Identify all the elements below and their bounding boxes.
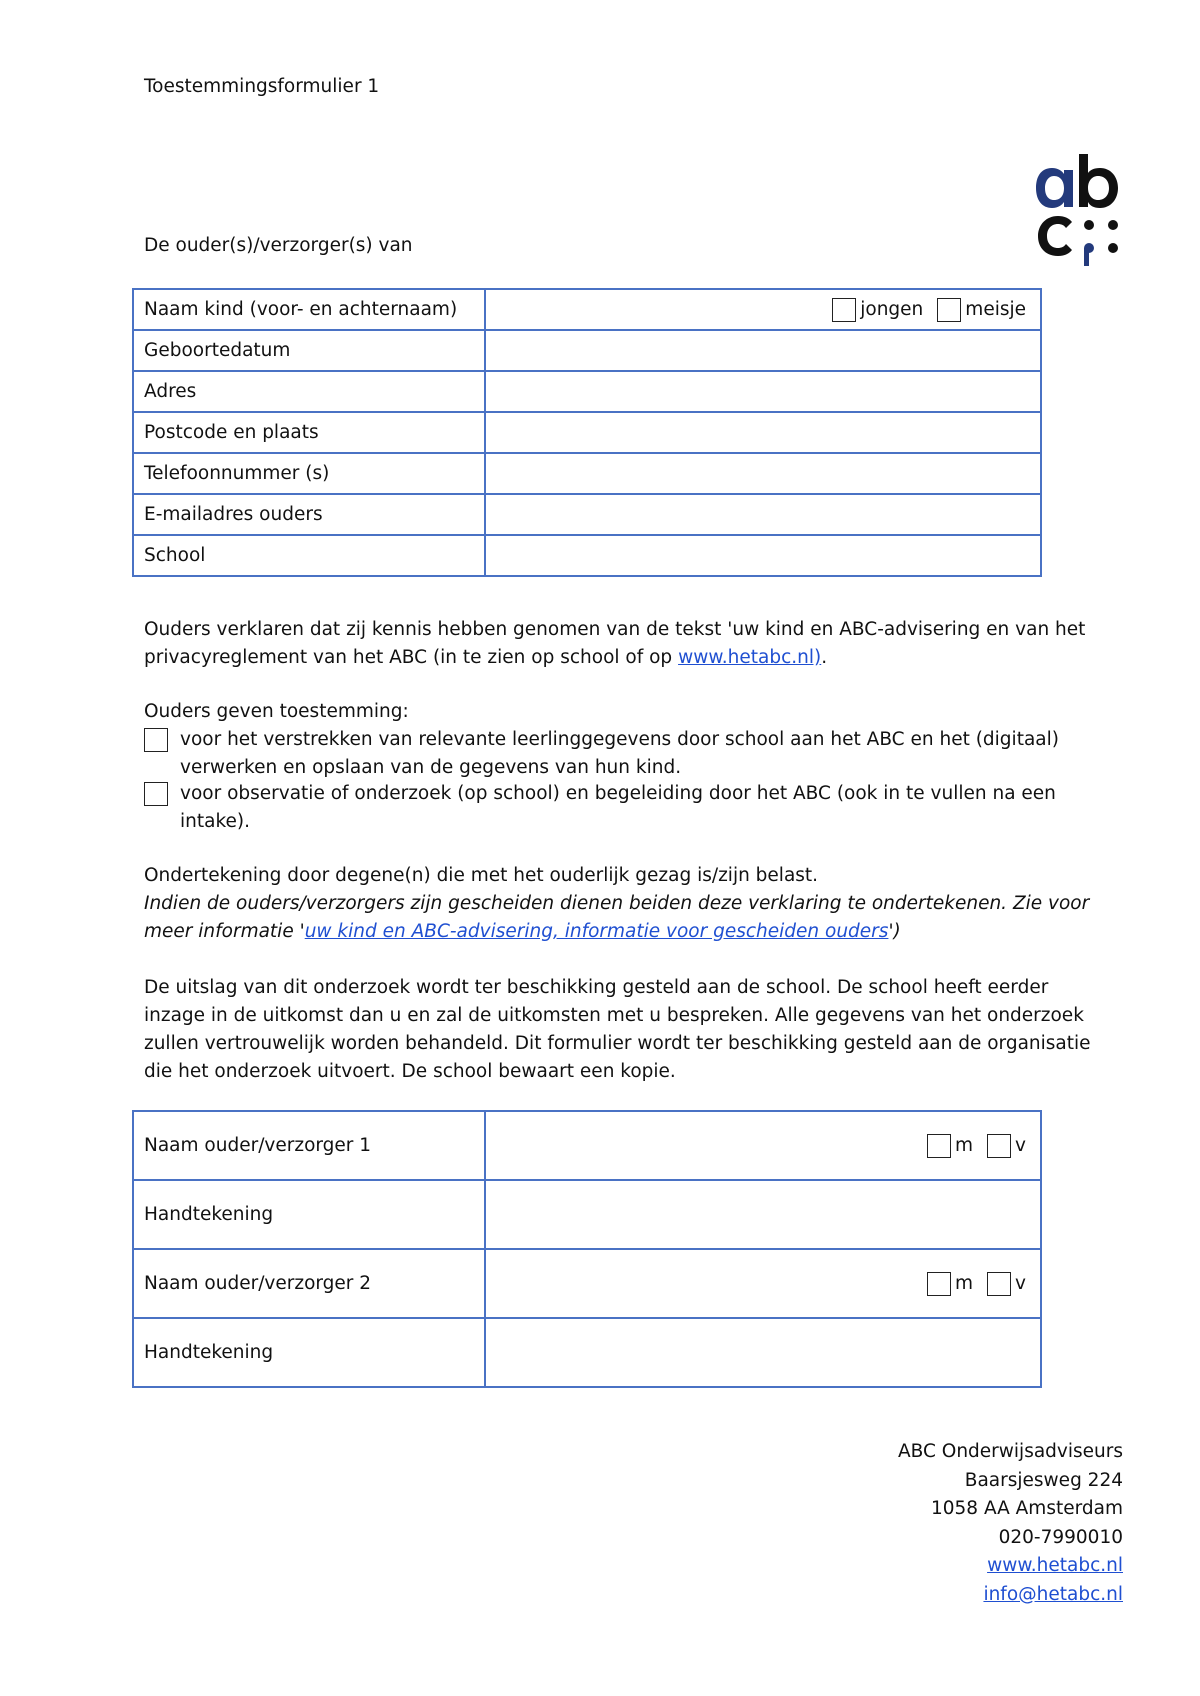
row-label: Handtekening (133, 1180, 485, 1249)
child-info-table (132, 288, 1042, 577)
signature-note (144, 890, 1114, 946)
school-field[interactable] (485, 535, 1041, 576)
city: 1058 AA Amsterdam (930, 1498, 1123, 1519)
parent1-m-checkbox[interactable] (927, 1134, 951, 1158)
child-name-field[interactable] (485, 289, 1041, 330)
m-label: m (955, 1135, 974, 1156)
consent-research-checkbox[interactable] (144, 782, 168, 806)
parent1-v-checkbox[interactable] (987, 1134, 1011, 1158)
street: Baarsjesweg 224 (964, 1469, 1123, 1491)
parent-signature-table (132, 1110, 1042, 1388)
postcode-city-field[interactable] (485, 412, 1041, 453)
consent-title: Ouders geven toestemming: (144, 701, 409, 722)
website-link[interactable]: www.hetabc.nl (987, 1555, 1123, 1576)
parent1-name-field[interactable] (485, 1111, 1041, 1180)
table-row (133, 371, 1041, 412)
consent-item (144, 726, 1124, 782)
website-link[interactable]: www.hetabc.nl) (678, 647, 822, 668)
declaration-paragraph (144, 616, 1114, 672)
girl-label: meisje (965, 299, 1026, 320)
v-label: v (1015, 1135, 1026, 1156)
signature-note-text: Indien de ouders/verzorgers zijn gescheiden dienen beiden deze verklaring te ondertekenen. Zie voor meer informatie ' (144, 893, 1090, 942)
declaration-text: Ouders verklaren dat zij kennis hebben genomen van de tekst 'uw kind en ABC-advisering en van het privacyreglement van het ABC (in te zien op school of op (144, 619, 1086, 668)
table-row (133, 289, 1041, 330)
boy-label: jongen (860, 299, 924, 320)
divorced-parents-info-link[interactable]: uw kind en ABC-advisering, informatie voor gescheiden ouders (304, 921, 889, 942)
consent-item (144, 780, 1124, 836)
row-label: Adres (133, 371, 485, 412)
row-label: School (133, 535, 485, 576)
boy-checkbox[interactable] (832, 298, 856, 322)
row-label: Geboortedatum (133, 330, 485, 371)
email-link[interactable]: info@hetabc.nl (983, 1583, 1123, 1605)
table-row (133, 1180, 1041, 1249)
table-row (133, 1318, 1041, 1387)
email-field[interactable] (485, 494, 1041, 535)
phone: 020-7990010 (998, 1526, 1123, 1548)
table-row (133, 535, 1041, 576)
parent2-v-checkbox[interactable] (987, 1272, 1011, 1296)
table-row (133, 412, 1041, 453)
result-paragraph: De uitslag van dit onderzoek wordt ter beschikking gesteld aan de school. De school heeft eerder inzage in de uitkomst dan u en zal de uitkomsten met u bespreken. Alle gegevens van het onderzoek zullen vertrouwelijk worden behandeld. Dit formulier wordt ter beschikking gesteld aan de organisatie die het onderzoek uitvoert. De school bewaart een kopie. (144, 977, 1091, 1082)
row-label: Telefoonnummer (s) (133, 453, 485, 494)
row-label: Naam ouder/verzorger 1 (133, 1111, 485, 1180)
company-address (898, 1438, 1123, 1609)
consent-item-text: voor observatie of onderzoek (op school) en begeleiding door het ABC (ook in te vullen na een intake). (180, 783, 1056, 832)
row-label: E-mailadres ouders (133, 494, 485, 535)
birthdate-field[interactable] (485, 330, 1041, 371)
m-label: m (955, 1273, 974, 1294)
document-title: Toestemmingsformulier 1 (144, 76, 380, 97)
row-label: Postcode en plaats (133, 412, 485, 453)
declaration-end: . (821, 647, 828, 668)
row-label: Naam ouder/verzorger 2 (133, 1249, 485, 1318)
abc-logo (1034, 154, 1126, 266)
address-field[interactable] (485, 371, 1041, 412)
table-row (133, 453, 1041, 494)
parent1-signature-field[interactable] (485, 1180, 1041, 1249)
parent2-signature-field[interactable] (485, 1318, 1041, 1387)
signature-note-end: ') (888, 921, 901, 942)
girl-checkbox[interactable] (937, 298, 961, 322)
parent2-name-field[interactable] (485, 1249, 1041, 1318)
table-row (133, 494, 1041, 535)
row-label: Naam kind (voor- en achternaam) (133, 289, 485, 330)
consent-item-text: voor het verstrekken van relevante leerlinggegevens door school aan het ABC en het (digitaal) verwerken en opslaan van de gegevens van hun kind. (180, 729, 1059, 778)
row-label: Handtekening (133, 1318, 485, 1387)
phone-field[interactable] (485, 453, 1041, 494)
company-name: ABC Onderwijsadviseurs (897, 1441, 1123, 1462)
signature-title: Ondertekening door degene(n) die met het ouderlijk gezag is/zijn belast. (144, 865, 819, 886)
intro-text: De ouder(s)/verzorger(s) van (144, 235, 413, 256)
table-row (133, 330, 1041, 371)
v-label: v (1015, 1273, 1026, 1294)
table-row (133, 1111, 1041, 1180)
table-row (133, 1249, 1041, 1318)
parent2-m-checkbox[interactable] (927, 1272, 951, 1296)
consent-data-checkbox[interactable] (144, 728, 168, 752)
